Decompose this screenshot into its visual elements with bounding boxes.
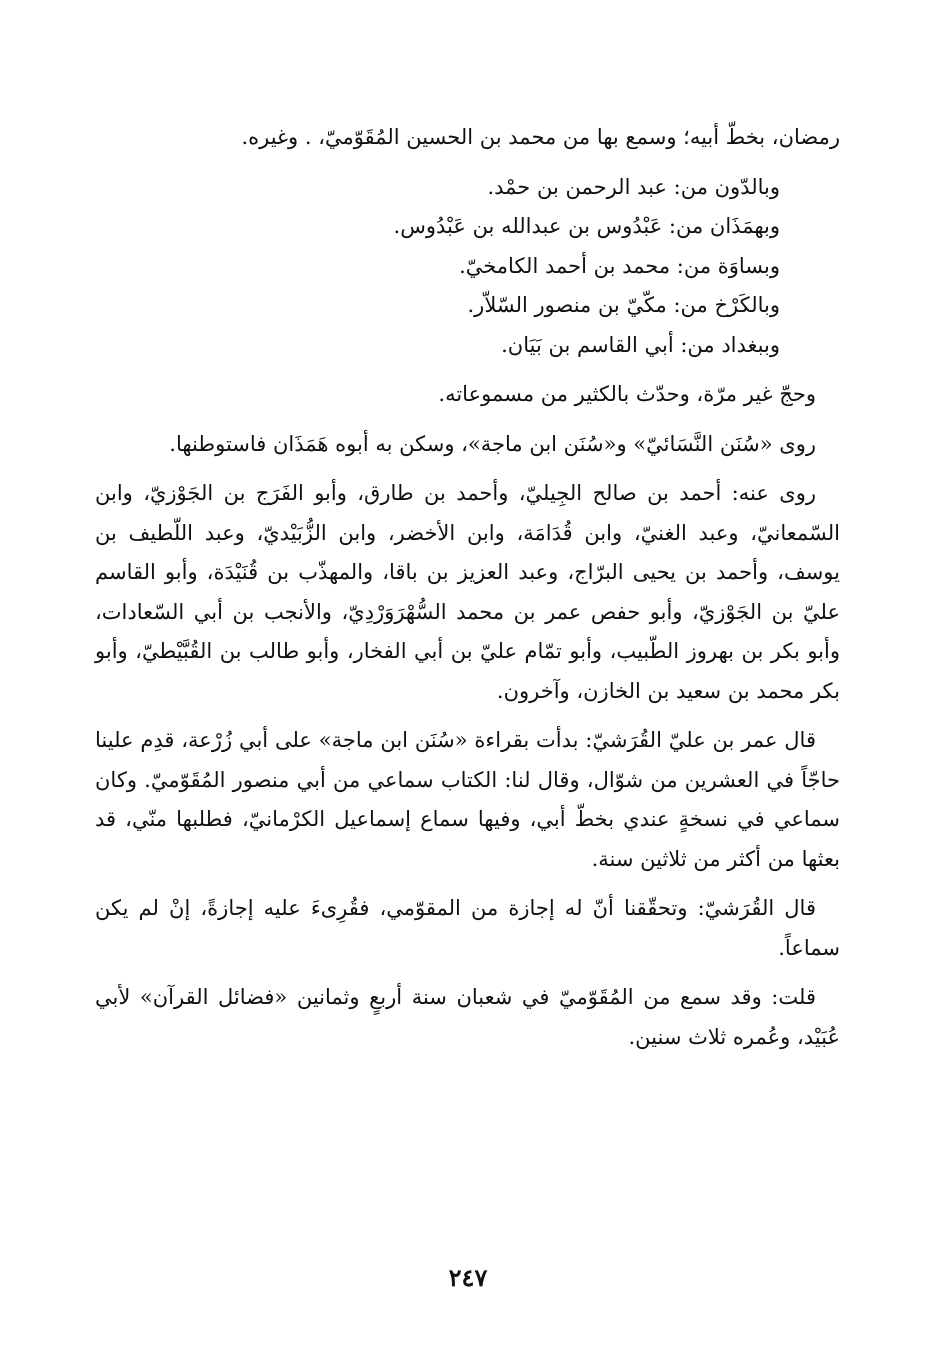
paragraph-narrators: روى عنه: أحمد بن صالح الجِيليّ، وأحمد بن طارق، وأبو الفَرَج بن الجَوْزيّ، وابن السّمعانيّ، وعبد الغنيّ، وابن قُدَامَة، وابن الأخضر، وابن الزُّبَيْديّ، وعبد اللّطيف بن يوسف، وأحمد بن يحيى البرّاج، وعبد العزيز بن باقا، والمهذّب بن قُنَيْدَة، وأبو القاسم عليّ بن الجَوْزيّ، وأبو حفص عمر بن محمد السُّهْرَوَرْدِيّ، والأنجب بن أبي السّعادات، وأبو بكر بن بهروز الطّبيب، وأبو تمّام عليّ بن أبي الفخار، وأبو طالب بن القُبَّيْطيّ، وأبو بكر محمد بن سعيد بن الخازن، وآخرون.: [95, 481, 840, 703]
page-number: ٢٤٧: [448, 1263, 488, 1292]
paragraph-ijaza: قال القُرَشيّ: وتحقّقنا أنّ له إجازة من المقوّمي، فقُرِىءَ عليه إجازةً، إنْ لم يكن سماعاً.: [95, 896, 840, 960]
paragraph-qurashi-account: قال عمر بن عليّ القُرَشيّ: بدأت بقراءة «سُنَن ابن ماجة» على أبي زُرْعة، قدِم علينا حاجّاً في العشرين من شوّال، وقال لنا: الكتاب سماعي من أبي منصور المُقَوّميّ. وكان سماعي في نسخةٍ عندي بخطّ أبي، وفيها سماع إسماعيل الكرْمانيّ، فطلبها منّي، قد بعثها من أكثر من ثلاثين سنة.: [95, 728, 840, 871]
list-item: وبهمَذَان من: عَبْدُوس بن عبدالله بن عَبْدُوس.: [393, 214, 780, 238]
paragraph-hajj: وحجّ غير مرّة، وحدّث بالكثير من مسموعاته.: [438, 382, 816, 406]
list-item: وبساوَة من: محمد بن أحمد الكامخيّ.: [459, 253, 780, 278]
paragraph-author-note: قلت: وقد سمع من المُقَوّميّ في شعبان سنة أربعٍ وثمانين «فضائل القرآن» لأبي عُبَيْد، وعُمره ثلاث سنين.: [95, 985, 840, 1049]
page-body: [95, 118, 840, 1067]
places-list: [95, 168, 840, 366]
paragraph-narrated-works: روى «سُنَن النَّسَائيّ» و«سُنَن ابن ماجة»، وسكن به أبوه هَمَذَان فاستوطنها.: [169, 431, 816, 456]
list-item: وببغداد من: أبي القاسم بن بَيَان.: [501, 332, 780, 357]
list-item: وبالكَرْخ من: مكّيّ بن منصور السّلاّر.: [467, 293, 780, 317]
list-item: وبالدّون من: عبد الرحمن بن حمْد.: [487, 174, 780, 199]
opening-line: رمضان، بخطّ أبيه؛ وسمع بها من محمد بن الحسين المُقَوّميّ، . وغيره.: [241, 125, 840, 149]
